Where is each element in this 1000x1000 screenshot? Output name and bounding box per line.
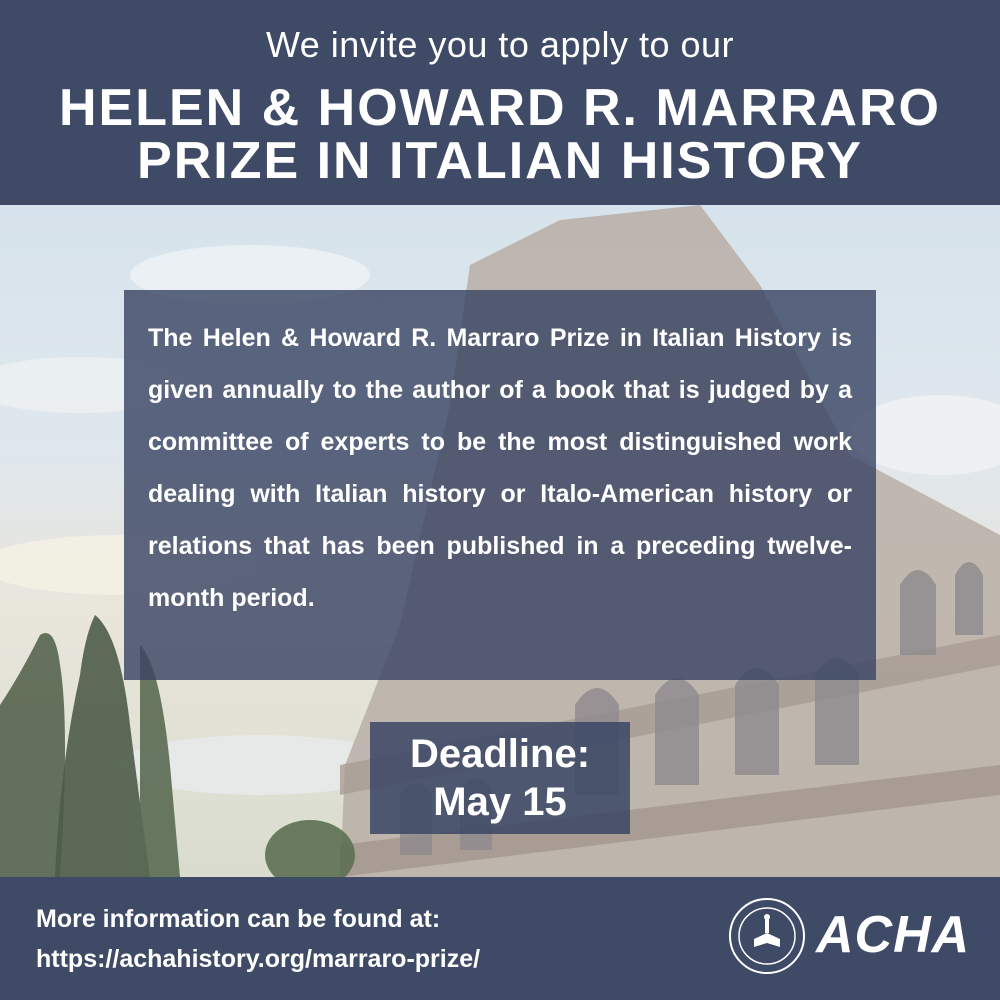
acha-seal-icon — [728, 897, 806, 975]
acha-logo-text: ACHA — [816, 906, 971, 964]
prize-description: The Helen & Howard R. Marraro Prize in Italian History is given annually to the author of a book that is judged by a committee of experts to be the most distinguished work dealing with Italian history or Italo-American history or relations that has been published in a preceding twelve-month period. — [148, 324, 852, 612]
deadline-box — [370, 722, 630, 834]
prize-url-link[interactable]: https://achahistory.org/marraro-prize/ — [36, 945, 481, 973]
footer-band — [0, 877, 1000, 1000]
prize-description-panel — [124, 290, 876, 680]
prize-title-line-2: PRIZE IN ITALIAN HISTORY — [137, 132, 863, 190]
prize-title-line-1: HELEN & HOWARD R. MARRARO — [59, 79, 941, 137]
deadline-date: May 15 — [433, 780, 567, 824]
deadline-label: Deadline: — [409, 732, 591, 776]
more-info-text: More information can be found at: — [36, 905, 441, 933]
header-band — [0, 0, 1000, 205]
intro-text: We invite you to apply to our — [265, 24, 735, 65]
